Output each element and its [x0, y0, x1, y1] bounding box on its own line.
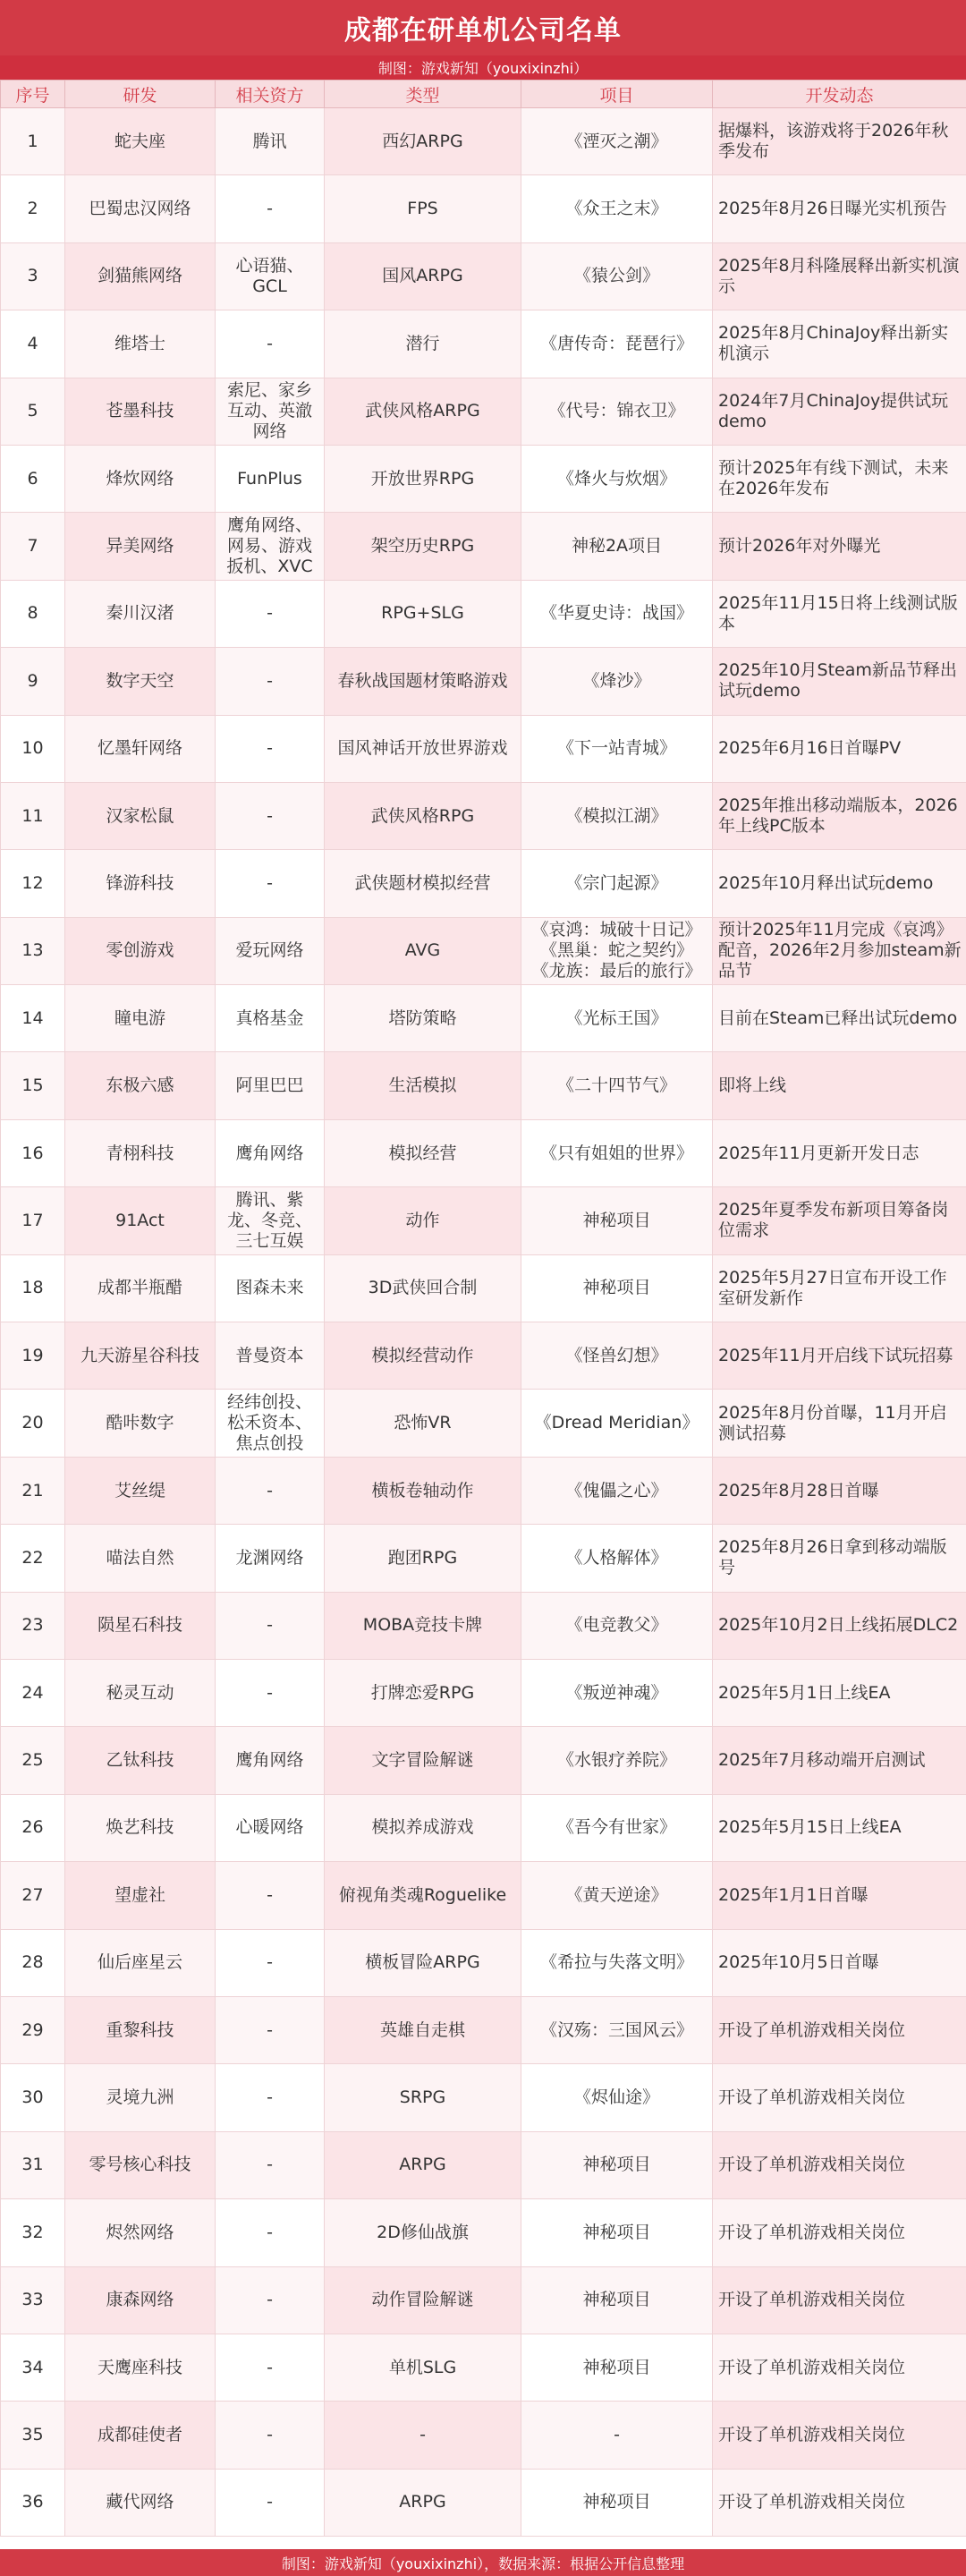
cell-developer: 陨星石科技 — [65, 1592, 216, 1659]
cell-investor: 经纬创投、松禾资本、焦点创投 — [216, 1390, 325, 1457]
cell-investor: 龙渊网络 — [216, 1525, 325, 1592]
cell-developer: 秦川汉渚 — [65, 580, 216, 647]
cell-project: 《华夏史诗：战国》 — [521, 580, 713, 647]
table-row — [1, 2402, 966, 2469]
cell-index: 27 — [1, 1862, 65, 1929]
cell-type: 模拟经营动作 — [325, 1322, 521, 1390]
cell-project: 神秘项目 — [521, 2131, 713, 2198]
cell-progress: 2025年10月2日上线拓展DLC2 — [713, 1592, 966, 1659]
cell-project: 《下一站青城》 — [521, 715, 713, 782]
cell-type: AVG — [325, 917, 521, 984]
cell-index: 7 — [1, 513, 65, 580]
cell-investor: 鹰角网络、网易、游戏扳机、XVC — [216, 513, 325, 580]
cell-index: 9 — [1, 648, 65, 715]
cell-investor: - — [216, 2064, 325, 2131]
cell-developer: 艾丝缇 — [65, 1457, 216, 1524]
header-index: 序号 — [1, 81, 65, 108]
cell-type: 国风ARPG — [325, 242, 521, 310]
table-row — [1, 1727, 966, 1794]
cell-index: 5 — [1, 378, 65, 445]
cell-type: SRPG — [325, 2064, 521, 2131]
cell-progress: 开设了单机游戏相关岗位 — [713, 2402, 966, 2469]
cell-type: 潜行 — [325, 310, 521, 378]
cell-progress: 2025年11月更新开发日志 — [713, 1119, 966, 1186]
cell-investor: - — [216, 2131, 325, 2198]
cell-index: 29 — [1, 1996, 65, 2063]
cell-progress: 目前在Steam已释出试玩demo — [713, 985, 966, 1052]
cell-type: 春秋战国题材策略游戏 — [325, 648, 521, 715]
cell-investor: - — [216, 648, 325, 715]
cell-project: 神秘项目 — [521, 2266, 713, 2334]
table-row — [1, 1592, 966, 1659]
page-title: 成都在研单机公司名单 — [0, 0, 966, 55]
cell-project: 《烬仙途》 — [521, 2064, 713, 2131]
cell-investor: - — [216, 1457, 325, 1524]
table-row — [1, 1525, 966, 1592]
cell-index: 3 — [1, 242, 65, 310]
cell-investor: - — [216, 2266, 325, 2334]
cell-project: 《叛逆神魂》 — [521, 1659, 713, 1726]
cell-progress: 2025年8月份首曝，11月开启测试招募 — [713, 1390, 966, 1457]
cell-index: 21 — [1, 1457, 65, 1524]
cell-index: 32 — [1, 2199, 65, 2266]
table-row — [1, 1929, 966, 1996]
cell-developer: 重黎科技 — [65, 1996, 216, 2063]
cell-developer: 异美网络 — [65, 513, 216, 580]
cell-progress: 2025年1月1日首曝 — [713, 1862, 966, 1929]
table-row — [1, 108, 966, 175]
cell-developer: 青栩科技 — [65, 1119, 216, 1186]
cell-progress: 据爆料，该游戏将于2026年秋季发布 — [713, 108, 966, 175]
cell-type: 西幻ARPG — [325, 108, 521, 175]
cell-index: 30 — [1, 2064, 65, 2131]
cell-type: 模拟养成游戏 — [325, 1794, 521, 1861]
cell-index: 24 — [1, 1659, 65, 1726]
table-row — [1, 648, 966, 715]
cell-investor: - — [216, 850, 325, 917]
table-row — [1, 985, 966, 1052]
cell-investor: 索尼、家乡互动、英澈网络 — [216, 378, 325, 445]
cell-type: 3D武侠回合制 — [325, 1254, 521, 1322]
table-row — [1, 1996, 966, 2063]
page-subtitle: 制图：游戏新知（youxixinzhi） — [0, 55, 966, 80]
cell-index: 2 — [1, 175, 65, 242]
cell-project: 《只有姐姐的世界》 — [521, 1119, 713, 1186]
table-row — [1, 2199, 966, 2266]
cell-index: 35 — [1, 2402, 65, 2469]
company-table — [0, 80, 966, 2537]
cell-developer: 焕艺科技 — [65, 1794, 216, 1861]
cell-type: 单机SLG — [325, 2334, 521, 2401]
cell-developer: 瞳电游 — [65, 985, 216, 1052]
cell-index: 25 — [1, 1727, 65, 1794]
cell-type: 生活模拟 — [325, 1052, 521, 1119]
table-header-row — [1, 81, 966, 108]
cell-type: - — [325, 2402, 521, 2469]
cell-investor: 阿里巴巴 — [216, 1052, 325, 1119]
cell-project: 《湮灭之潮》 — [521, 108, 713, 175]
cell-progress: 2025年6月16日首曝PV — [713, 715, 966, 782]
cell-index: 22 — [1, 1525, 65, 1592]
cell-index: 12 — [1, 850, 65, 917]
cell-type: 开放世界RPG — [325, 445, 521, 512]
cell-project: 《唐传奇：琵琶行》 — [521, 310, 713, 378]
cell-investor: - — [216, 310, 325, 378]
cell-index: 33 — [1, 2266, 65, 2334]
cell-progress: 2025年5月27日宣布开设工作室研发新作 — [713, 1254, 966, 1322]
cell-progress: 2025年10月释出试玩demo — [713, 850, 966, 917]
page-footer: 制图：游戏新知（youxixinzhi），数据来源：根据公开信息整理 — [0, 2549, 966, 2576]
cell-project: 《希拉与失落文明》 — [521, 1929, 713, 1996]
cell-index: 36 — [1, 2469, 65, 2536]
header-investor: 相关资方 — [216, 81, 325, 108]
cell-type: 英雄自走棋 — [325, 1996, 521, 2063]
cell-project: 《光标王国》 — [521, 985, 713, 1052]
cell-index: 13 — [1, 917, 65, 984]
cell-index: 1 — [1, 108, 65, 175]
cell-project: 《怪兽幻想》 — [521, 1322, 713, 1390]
cell-investor: 腾讯、紫龙、冬竞、三七互娱 — [216, 1187, 325, 1254]
cell-progress: 2025年8月26日拿到移动端版号 — [713, 1525, 966, 1592]
cell-project: 《众王之末》 — [521, 175, 713, 242]
cell-developer: 剑猫熊网络 — [65, 242, 216, 310]
cell-progress: 2025年8月26日曝光实机预告 — [713, 175, 966, 242]
cell-project: - — [521, 2402, 713, 2469]
cell-project: 《水银疗养院》 — [521, 1727, 713, 1794]
cell-type: 俯视角类魂Roguelike — [325, 1862, 521, 1929]
table-row — [1, 782, 966, 849]
cell-project: 《代号：锦衣卫》 — [521, 378, 713, 445]
cell-project: 《黄天逆途》 — [521, 1862, 713, 1929]
cell-investor: - — [216, 175, 325, 242]
cell-progress: 开设了单机游戏相关岗位 — [713, 2064, 966, 2131]
table-row — [1, 1052, 966, 1119]
cell-index: 11 — [1, 782, 65, 849]
table-row — [1, 2131, 966, 2198]
cell-developer: 秘灵互动 — [65, 1659, 216, 1726]
cell-developer: 烽炊网络 — [65, 445, 216, 512]
cell-investor: - — [216, 1862, 325, 1929]
cell-investor: - — [216, 2334, 325, 2401]
cell-investor: 普曼资本 — [216, 1322, 325, 1390]
table-row — [1, 2469, 966, 2536]
cell-progress: 2025年推出移动端版本，2026年上线PC版本 — [713, 782, 966, 849]
cell-project: 《哀鸿：城破十日记》 《黑巢：蛇之契约》 《龙族：最后的旅行》 — [521, 917, 713, 984]
cell-project: 《烽火与炊烟》 — [521, 445, 713, 512]
cell-developer: 喵法自然 — [65, 1525, 216, 1592]
cell-project: 《傀儡之心》 — [521, 1457, 713, 1524]
cell-investor: - — [216, 1592, 325, 1659]
cell-developer: 数字天空 — [65, 648, 216, 715]
cell-type: 武侠风格ARPG — [325, 378, 521, 445]
header-type: 类型 — [325, 81, 521, 108]
cell-progress: 2025年7月移动端开启测试 — [713, 1727, 966, 1794]
cell-developer: 成都半瓶醋 — [65, 1254, 216, 1322]
cell-developer: 苍墨科技 — [65, 378, 216, 445]
cell-investor: - — [216, 782, 325, 849]
cell-developer: 天鹰座科技 — [65, 2334, 216, 2401]
cell-investor: FunPlus — [216, 445, 325, 512]
cell-type: ARPG — [325, 2131, 521, 2198]
cell-progress: 开设了单机游戏相关岗位 — [713, 2131, 966, 2198]
cell-investor: 鹰角网络 — [216, 1727, 325, 1794]
cell-investor: 心语猫、GCL — [216, 242, 325, 310]
cell-developer: 东极六感 — [65, 1052, 216, 1119]
cell-investor: - — [216, 580, 325, 647]
cell-progress: 预计2026年对外曝光 — [713, 513, 966, 580]
table-row — [1, 1119, 966, 1186]
cell-investor: 腾讯 — [216, 108, 325, 175]
cell-index: 34 — [1, 2334, 65, 2401]
cell-investor: - — [216, 1929, 325, 1996]
cell-investor: - — [216, 2469, 325, 2536]
cell-developer: 九天游星谷科技 — [65, 1322, 216, 1390]
cell-investor: - — [216, 2199, 325, 2266]
cell-developer: 仙后座星云 — [65, 1929, 216, 1996]
cell-type: 武侠风格RPG — [325, 782, 521, 849]
cell-index: 16 — [1, 1119, 65, 1186]
cell-investor: - — [216, 1659, 325, 1726]
table-row — [1, 1862, 966, 1929]
cell-index: 31 — [1, 2131, 65, 2198]
cell-index: 19 — [1, 1322, 65, 1390]
cell-type: 武侠题材模拟经营 — [325, 850, 521, 917]
cell-index: 6 — [1, 445, 65, 512]
cell-progress: 2025年8月ChinaJoy释出新实机演示 — [713, 310, 966, 378]
cell-type: 文字冒险解谜 — [325, 1727, 521, 1794]
cell-progress: 2025年8月28日首曝 — [713, 1457, 966, 1524]
cell-developer: 维塔士 — [65, 310, 216, 378]
cell-type: 模拟经营 — [325, 1119, 521, 1186]
cell-developer: 零创游戏 — [65, 917, 216, 984]
table-row — [1, 310, 966, 378]
cell-progress: 预计2025年11月完成《哀鸿》配音，2026年2月参加steam新品节 — [713, 917, 966, 984]
cell-project: 《Dread Meridian》 — [521, 1390, 713, 1457]
cell-project: 《模拟江湖》 — [521, 782, 713, 849]
table-row — [1, 1322, 966, 1390]
cell-index: 14 — [1, 985, 65, 1052]
cell-investor: - — [216, 715, 325, 782]
cell-progress: 2024年7月ChinaJoy提供试玩demo — [713, 378, 966, 445]
cell-project: 神秘项目 — [521, 2469, 713, 2536]
cell-index: 10 — [1, 715, 65, 782]
cell-project: 神秘项目 — [521, 2334, 713, 2401]
cell-type: 架空历史RPG — [325, 513, 521, 580]
cell-type: 跑团RPG — [325, 1525, 521, 1592]
cell-investor: 爱玩网络 — [216, 917, 325, 984]
table-row — [1, 917, 966, 984]
cell-index: 15 — [1, 1052, 65, 1119]
table-row — [1, 1254, 966, 1322]
cell-project: 《汉殇：三国风云》 — [521, 1996, 713, 2063]
cell-developer: 烬然网络 — [65, 2199, 216, 2266]
cell-developer: 零号核心科技 — [65, 2131, 216, 2198]
header-progress: 开发动态 — [713, 81, 966, 108]
cell-developer: 忆墨轩网络 — [65, 715, 216, 782]
cell-progress: 预计2025年有线下测试，未来在2026年发布 — [713, 445, 966, 512]
cell-developer: 汉家松鼠 — [65, 782, 216, 849]
table-row — [1, 445, 966, 512]
cell-type: 打牌恋爱RPG — [325, 1659, 521, 1726]
header-project: 项目 — [521, 81, 713, 108]
cell-type: RPG+SLG — [325, 580, 521, 647]
cell-developer: 成都硅使者 — [65, 2402, 216, 2469]
table-row — [1, 850, 966, 917]
cell-type: MOBA竞技卡牌 — [325, 1592, 521, 1659]
table-row — [1, 1659, 966, 1726]
cell-index: 28 — [1, 1929, 65, 1996]
cell-progress: 2025年5月15日上线EA — [713, 1794, 966, 1861]
cell-type: 恐怖VR — [325, 1390, 521, 1457]
cell-investor: 心暖网络 — [216, 1794, 325, 1861]
cell-project: 《宗门起源》 — [521, 850, 713, 917]
cell-progress: 开设了单机游戏相关岗位 — [713, 2266, 966, 2334]
table-row — [1, 1390, 966, 1457]
cell-developer: 蛇夫座 — [65, 108, 216, 175]
cell-index: 26 — [1, 1794, 65, 1861]
cell-project: 《烽沙》 — [521, 648, 713, 715]
cell-project: 《猿公剑》 — [521, 242, 713, 310]
cell-project: 神秘项目 — [521, 1187, 713, 1254]
table-row — [1, 715, 966, 782]
cell-investor: 鹰角网络 — [216, 1119, 325, 1186]
cell-progress: 2025年11月开启线下试玩招募 — [713, 1322, 966, 1390]
table-row — [1, 175, 966, 242]
table-row — [1, 242, 966, 310]
table-row — [1, 2334, 966, 2401]
cell-type: FPS — [325, 175, 521, 242]
cell-developer: 藏代网络 — [65, 2469, 216, 2536]
table-row — [1, 1457, 966, 1524]
cell-project: 《电竞教父》 — [521, 1592, 713, 1659]
cell-progress: 开设了单机游戏相关岗位 — [713, 2469, 966, 2536]
cell-investor: 真格基金 — [216, 985, 325, 1052]
cell-project: 《二十四节气》 — [521, 1052, 713, 1119]
table-row — [1, 2266, 966, 2334]
table-row — [1, 580, 966, 647]
cell-developer: 锋游科技 — [65, 850, 216, 917]
table-row — [1, 1187, 966, 1254]
cell-type: 2D修仙战旗 — [325, 2199, 521, 2266]
cell-developer: 灵境九洲 — [65, 2064, 216, 2131]
table-row — [1, 2064, 966, 2131]
cell-type: ARPG — [325, 2469, 521, 2536]
cell-progress: 开设了单机游戏相关岗位 — [713, 1996, 966, 2063]
table-row — [1, 513, 966, 580]
cell-type: 动作 — [325, 1187, 521, 1254]
cell-project: 神秘项目 — [521, 2199, 713, 2266]
table-row — [1, 378, 966, 445]
table-body — [1, 108, 966, 2537]
cell-progress: 2025年11月15日将上线测试版本 — [713, 580, 966, 647]
cell-index: 4 — [1, 310, 65, 378]
cell-progress: 2025年5月1日上线EA — [713, 1659, 966, 1726]
cell-developer: 巴蜀忠汉网络 — [65, 175, 216, 242]
cell-project: 神秘2A项目 — [521, 513, 713, 580]
cell-type: 动作冒险解谜 — [325, 2266, 521, 2334]
cell-progress: 开设了单机游戏相关岗位 — [713, 2334, 966, 2401]
cell-progress: 开设了单机游戏相关岗位 — [713, 2199, 966, 2266]
cell-type: 横板卷轴动作 — [325, 1457, 521, 1524]
cell-project: 《人格解体》 — [521, 1525, 713, 1592]
cell-type: 国风神话开放世界游戏 — [325, 715, 521, 782]
cell-investor: 图森未来 — [216, 1254, 325, 1322]
header-developer: 研发 — [65, 81, 216, 108]
cell-project: 神秘项目 — [521, 1254, 713, 1322]
cell-index: 17 — [1, 1187, 65, 1254]
cell-developer: 康森网络 — [65, 2266, 216, 2334]
cell-developer: 望虚社 — [65, 1862, 216, 1929]
cell-developer: 酷咔数字 — [65, 1390, 216, 1457]
cell-type: 塔防策略 — [325, 985, 521, 1052]
cell-progress: 即将上线 — [713, 1052, 966, 1119]
cell-progress: 2025年8月科隆展释出新实机演示 — [713, 242, 966, 310]
table-row — [1, 1794, 966, 1861]
cell-developer: 乙钛科技 — [65, 1727, 216, 1794]
cell-investor: - — [216, 1996, 325, 2063]
cell-type: 横板冒险ARPG — [325, 1929, 521, 1996]
cell-index: 20 — [1, 1390, 65, 1457]
cell-progress: 2025年10月5日首曝 — [713, 1929, 966, 1996]
cell-project: 《吾今有世家》 — [521, 1794, 713, 1861]
cell-index: 18 — [1, 1254, 65, 1322]
cell-developer: 91Act — [65, 1187, 216, 1254]
cell-progress: 2025年夏季发布新项目筹备岗位需求 — [713, 1187, 966, 1254]
cell-progress: 2025年10月Steam新品节释出试玩demo — [713, 648, 966, 715]
cell-investor: - — [216, 2402, 325, 2469]
cell-index: 23 — [1, 1592, 65, 1659]
cell-index: 8 — [1, 580, 65, 647]
